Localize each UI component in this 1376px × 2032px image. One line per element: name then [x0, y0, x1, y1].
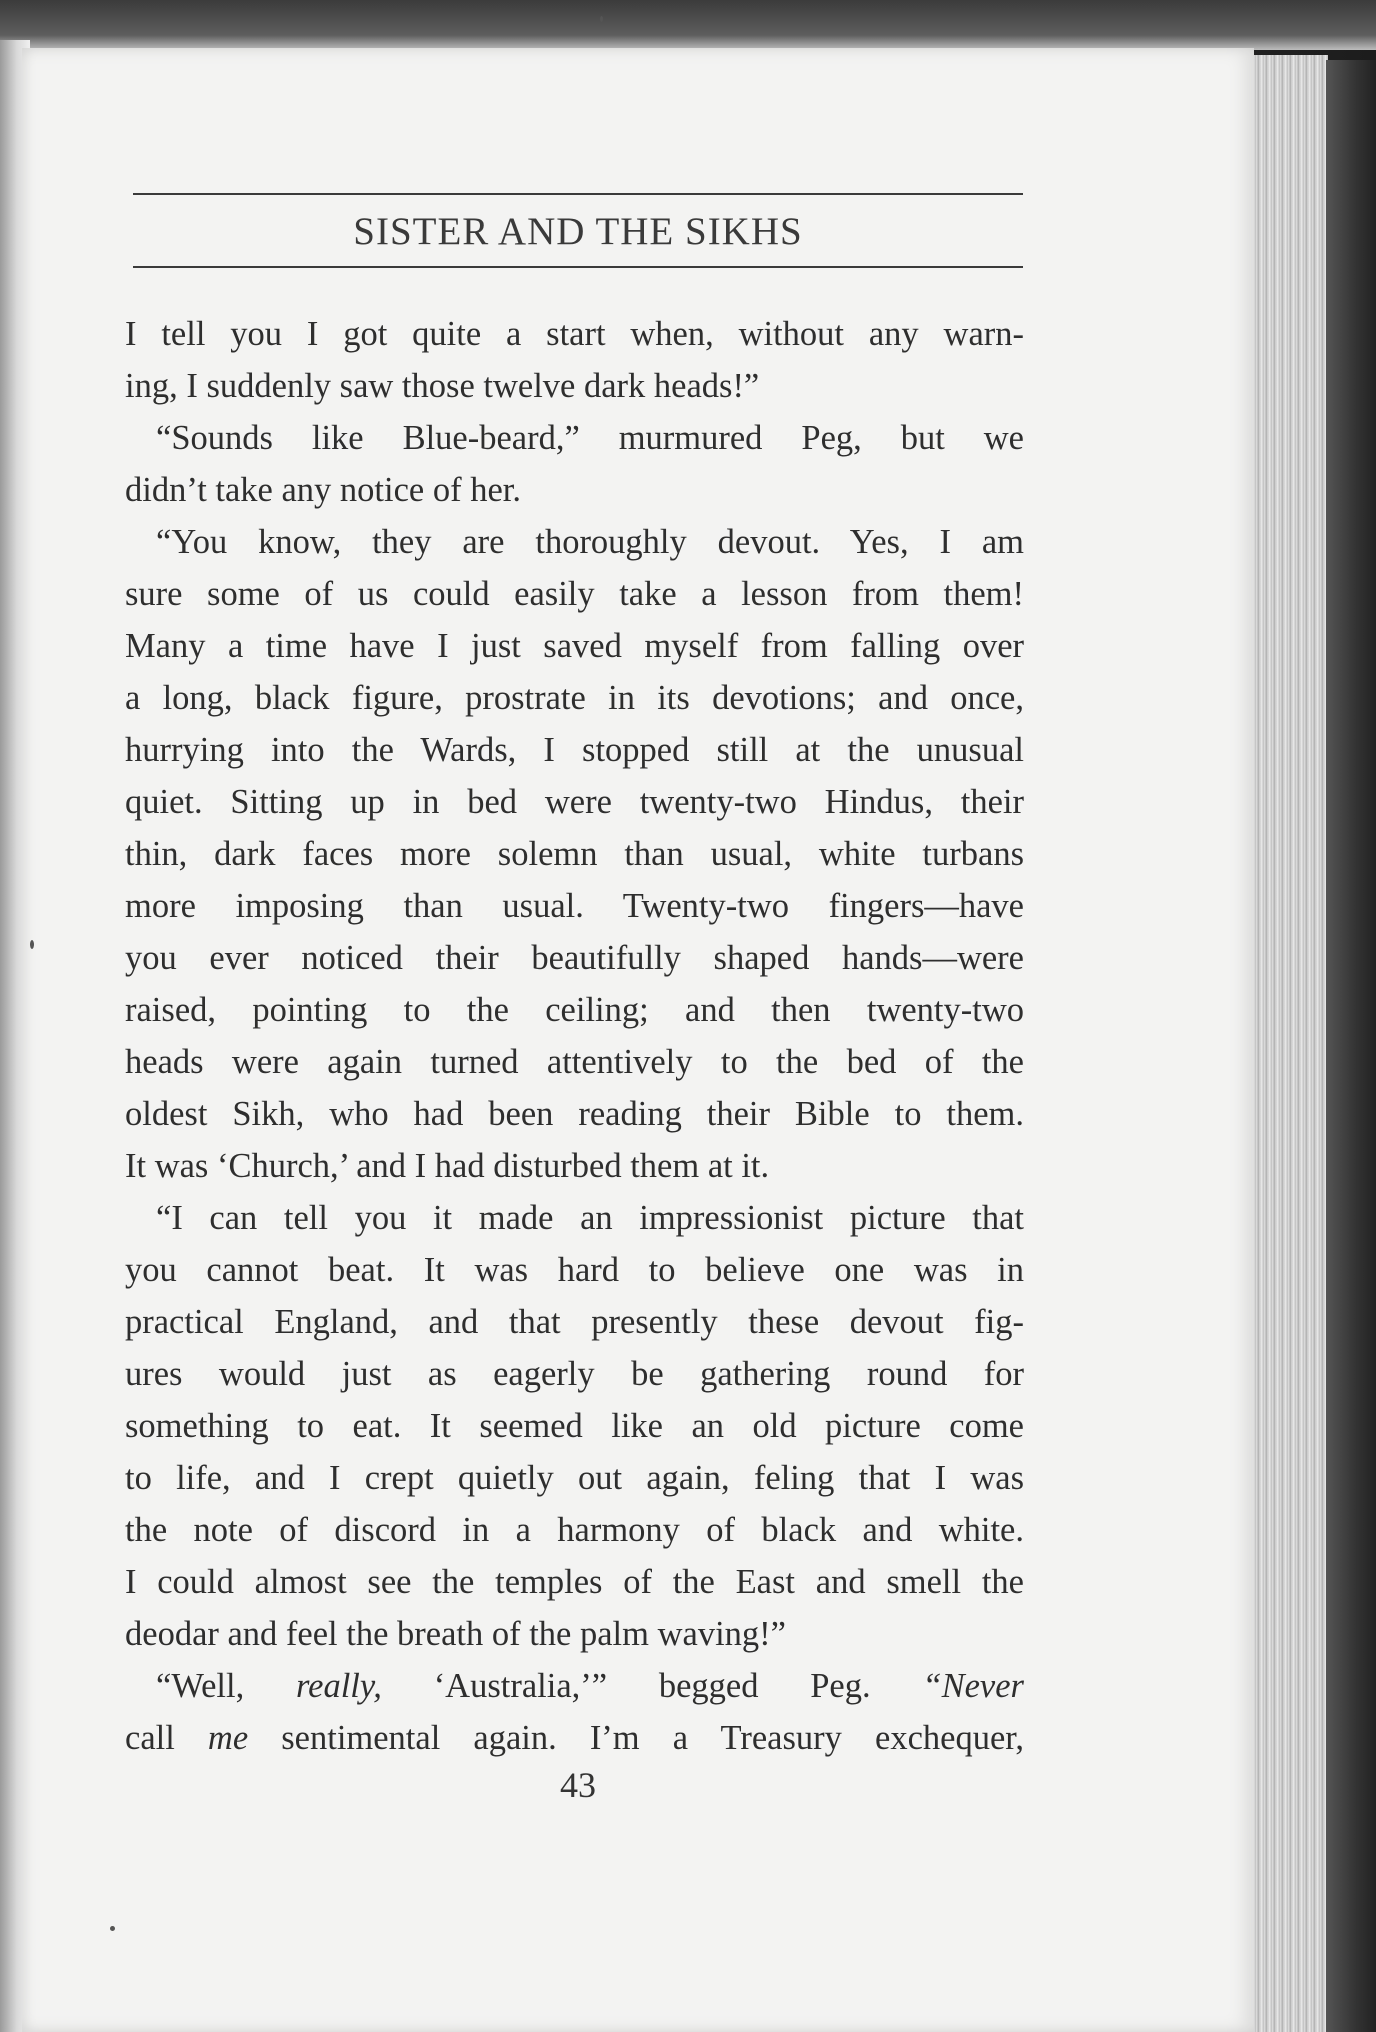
text-line: ures would just as eagerly be gathering round for [125, 1355, 1024, 1393]
text-line: hurrying into the Wards, I stopped still at the unusual [125, 731, 1024, 769]
text-line: ing, I suddenly saw those twelve dark heads!” [125, 367, 760, 405]
text-line: It was ‘Church,’ and I had disturbed them at it. [125, 1147, 770, 1185]
header-rule-bottom [133, 266, 1023, 268]
text-line: heads were again turned attentively to the bed of the [125, 1043, 1024, 1081]
text-line: Many a time have I just saved myself from falling over [125, 627, 1024, 665]
text-line: you cannot beat. It was hard to believe one was in [125, 1251, 1024, 1289]
paper-speck [110, 1926, 115, 1931]
text-line: “I can tell you it made an impressionist picture that [156, 1199, 1024, 1237]
text-line [125, 1712, 1024, 1764]
text-line: practical England, and that presently these devout fig- [125, 1303, 1024, 1341]
text-line [125, 1660, 1024, 1712]
text-line: more imposing than usual. Twenty-two fingers—have [125, 887, 1024, 925]
text-line: deodar and feel the breath of the palm waving!” [125, 1615, 786, 1653]
text-run: call [125, 1719, 208, 1757]
body-text [125, 308, 1024, 1764]
text-line: “You know, they are thoroughly devout. Yes, I am [156, 523, 1024, 561]
text-line: sure some of us could easily take a lesson from them! [125, 575, 1024, 613]
text-line: a long, black figure, prostrate in its devotions; and once, [125, 679, 1024, 717]
page-number: 43 [560, 1765, 596, 1805]
paper-speck [600, 16, 603, 22]
text-line: to life, and I crept quietly out again, feling that I was [125, 1459, 1024, 1497]
top-shadow [0, 0, 1376, 50]
paper-speck [30, 940, 34, 949]
text-line: you ever noticed their beautifully shaped hands—were [125, 939, 1024, 977]
running-head: SISTER AND THE SIKHS [353, 210, 803, 253]
text-line: I tell you I got quite a start when, without any warn- [125, 315, 1024, 353]
header-rule-top [133, 193, 1023, 195]
text-line: something to eat. It seemed like an old picture come [125, 1407, 1024, 1445]
text-line: “Sounds like Blue-beard,” murmured Peg, but we [156, 419, 1024, 457]
text-run: “Well, [156, 1667, 296, 1705]
text-line: oldest Sikh, who had been reading their Bible to them. [125, 1095, 1024, 1133]
text-line: the note of discord in a harmony of black and white. [125, 1511, 1024, 1549]
text-run: ‘Australia,’” begged Peg. [381, 1667, 923, 1705]
text-line: I could almost see the temples of the East and smell the [125, 1563, 1024, 1601]
text-line: quiet. Sitting up in bed were twenty-two Hindus, their [125, 783, 1024, 821]
text-line: thin, dark faces more solemn than usual, white turbans [125, 835, 1024, 873]
italic-text: “Never [922, 1667, 1024, 1705]
italic-text: really, [296, 1667, 382, 1705]
italic-text: me [207, 1719, 249, 1757]
book-cover-edge [1326, 60, 1376, 2032]
text-line: didn’t take any notice of her. [125, 471, 521, 509]
text-run: sentimental again. I’m a Treasury exchequer, [248, 1719, 1024, 1757]
text-line: raised, pointing to the ceiling; and then twenty-two [125, 991, 1024, 1029]
